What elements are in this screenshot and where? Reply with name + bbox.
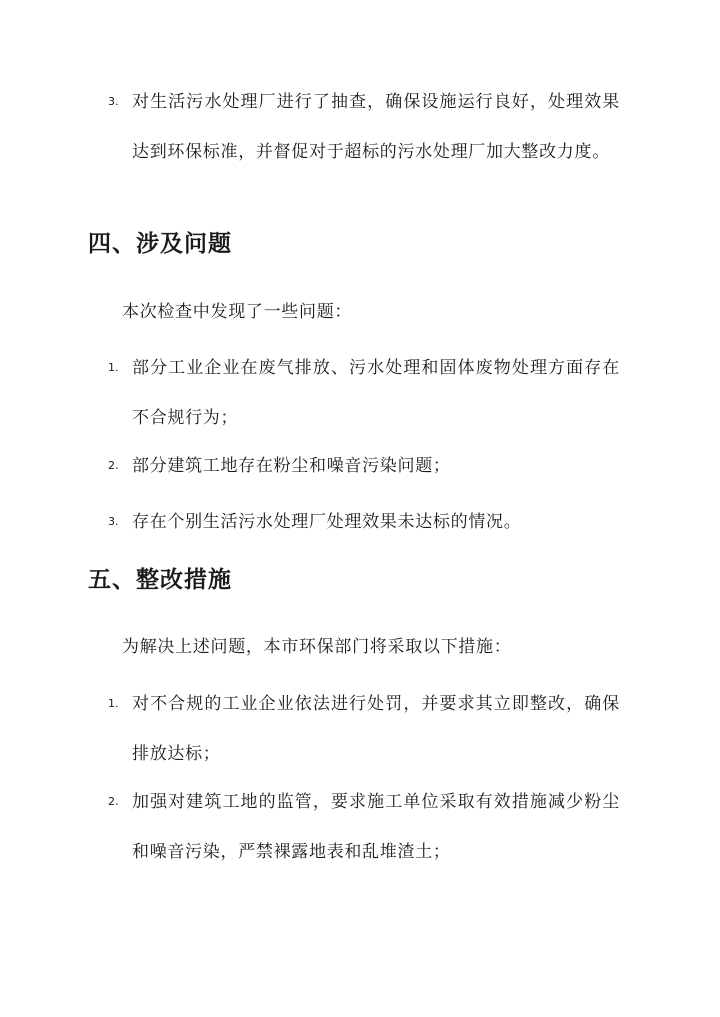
- list-item-text: 对不合规的工业企业依法进行处罚，并要求其立即整改，确保排放达标；: [132, 694, 620, 764]
- list-item-text: 存在个别生活污水处理厂处理效果未达标的情况。: [132, 512, 522, 532]
- list-item-text: 加强对建筑工地的监管，要求施工单位采取有效措施减少粉尘和噪音污染，严禁裸露地表和乱堆渣土；: [132, 792, 620, 862]
- list-item-text: 对生活污水处理厂进行了抽查，确保设施运行良好，处理效果达到环保标准，并督促对于超标的污水处理厂加大整改力度。: [132, 92, 620, 162]
- section-intro-paragraph: 为解决上述问题，本市环保部门将采取以下措施：: [122, 637, 512, 657]
- section-intro-paragraph: 本次检查中发现了一些问题：: [122, 302, 353, 322]
- list-item-number: 3.: [108, 95, 119, 108]
- list-item: [108, 343, 620, 443]
- list-item-number: 1.: [108, 361, 119, 374]
- list-item: [108, 77, 620, 177]
- list-item-number: 2.: [108, 795, 119, 808]
- section-heading-measures: 五、整改措施: [88, 566, 232, 593]
- section-heading-issues: 四、涉及问题: [88, 230, 232, 257]
- list-item-text: 部分建筑工地存在粉尘和噪音污染问题；: [132, 456, 451, 476]
- list-item-number: 3.: [108, 515, 119, 528]
- list-item-number: 1.: [108, 697, 119, 710]
- list-item: [108, 777, 620, 877]
- list-item-text: 部分工业企业在废气排放、污水处理和固体废物处理方面存在不合规行为；: [132, 358, 620, 428]
- list-item: [108, 497, 620, 547]
- list-item-number: 2.: [108, 459, 119, 472]
- list-item: [108, 679, 620, 779]
- list-item: [108, 441, 620, 491]
